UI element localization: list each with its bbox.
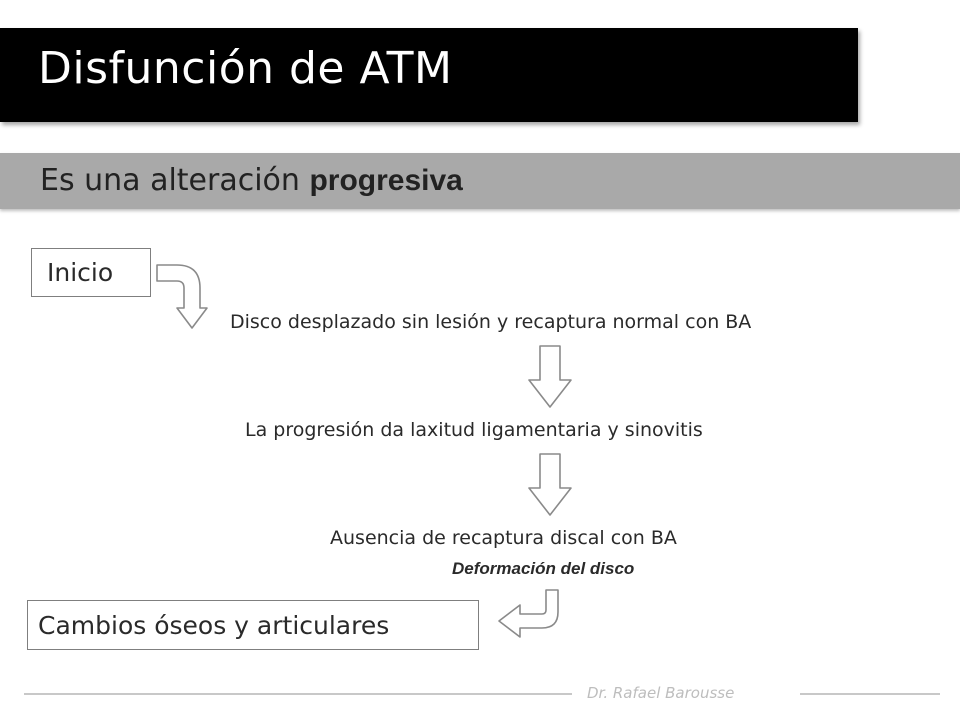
bent-arrow-left-icon	[496, 588, 562, 640]
subtitle-prefix: Es una alteración	[40, 163, 300, 198]
start-box: Inicio	[31, 248, 151, 297]
arrow-down-icon	[527, 452, 573, 518]
subtitle-emphasis: progresiva	[309, 164, 463, 197]
flow-step-1: Disco desplazado sin lesión y recaptura normal con BA	[230, 311, 752, 333]
footer-author: Dr. Rafael Barousse	[587, 684, 735, 702]
arrow-down-icon	[527, 344, 573, 410]
slide-subtitle	[40, 163, 463, 199]
slide-title: Disfunción de ATM	[38, 43, 453, 94]
flow-step-2: La progresión da laxitud ligamentaria y sinovitis	[245, 419, 703, 441]
end-box: Cambios óseos y articulares	[27, 600, 479, 650]
flow-step-3-note: Deformación del disco	[452, 559, 635, 578]
bent-arrow-down-icon	[155, 262, 211, 332]
footer-divider-right	[800, 693, 940, 695]
flow-step-3: Ausencia de recaptura discal con BA	[330, 527, 677, 549]
footer-divider-left	[24, 693, 572, 695]
